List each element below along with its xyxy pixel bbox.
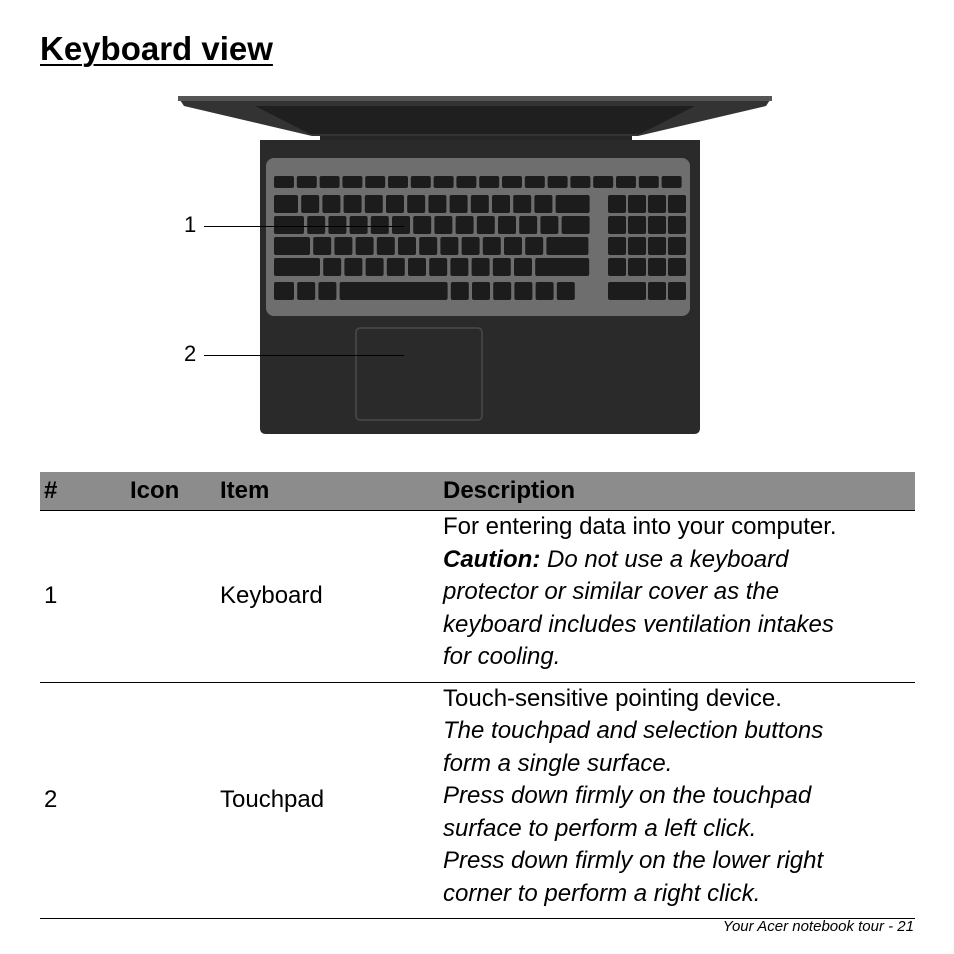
desc-line: keyboard includes ventilation intakes bbox=[443, 610, 834, 638]
keyboard-key bbox=[535, 258, 589, 276]
keyboard-key bbox=[628, 195, 646, 213]
keyboard-key bbox=[350, 216, 368, 234]
keyboard-key bbox=[340, 282, 448, 300]
keyboard-key bbox=[628, 237, 646, 255]
keyboard-key bbox=[593, 176, 613, 188]
keyboard-key bbox=[386, 195, 404, 213]
page-title: Keyboard view bbox=[40, 30, 273, 67]
keyboard-key bbox=[479, 176, 499, 188]
keyboard-key bbox=[307, 216, 325, 234]
keyboard-key bbox=[513, 195, 531, 213]
keyboard-key bbox=[344, 195, 362, 213]
keyboard-key bbox=[668, 258, 686, 276]
keyboard-key bbox=[472, 282, 490, 300]
keyboard-key bbox=[411, 176, 431, 188]
keyboard-key bbox=[365, 195, 383, 213]
keyboard-key bbox=[648, 216, 666, 234]
keyboard-key bbox=[662, 176, 682, 188]
keyboard-key bbox=[648, 195, 666, 213]
keyboard-key bbox=[323, 258, 341, 276]
keyboard-key bbox=[398, 237, 416, 255]
keyboard-key bbox=[608, 258, 626, 276]
desc-line: Press down firmly on the lower right bbox=[443, 847, 824, 874]
desc-caution bbox=[443, 544, 911, 577]
keyboard-key bbox=[504, 237, 522, 255]
keyboard-key bbox=[514, 258, 532, 276]
callout-line-2 bbox=[204, 355, 404, 356]
keyboard-key bbox=[366, 258, 384, 276]
keyboard-key bbox=[483, 237, 501, 255]
page-footer: Your Acer notebook tour - 21 bbox=[722, 918, 914, 935]
keyboard-key bbox=[451, 282, 469, 300]
keyboard-key bbox=[668, 282, 686, 300]
keyboard-key bbox=[365, 176, 385, 188]
keyboard-key bbox=[320, 176, 340, 188]
keyboard-key bbox=[548, 176, 568, 188]
keyboard-key bbox=[668, 237, 686, 255]
keyboard-key bbox=[557, 282, 575, 300]
keyboard-key bbox=[648, 282, 666, 300]
keyboard-key bbox=[377, 237, 395, 255]
callout-2: 2 bbox=[184, 341, 197, 366]
caution-label: Caution: bbox=[443, 545, 541, 573]
desc-line: Press down firmly on the touchpad bbox=[443, 782, 812, 809]
keyboard-key bbox=[493, 258, 511, 276]
keyboard-key bbox=[328, 216, 346, 234]
header-item: Item bbox=[216, 472, 439, 511]
keyboard-key bbox=[419, 237, 437, 255]
keyboard-key bbox=[440, 237, 458, 255]
header-icon: Icon bbox=[126, 472, 216, 511]
keyboard-key bbox=[628, 216, 646, 234]
keyboard-key bbox=[668, 216, 686, 234]
keyboard-key bbox=[648, 237, 666, 255]
keyboard-key bbox=[428, 195, 446, 213]
desc-line: The touchpad and selection buttons bbox=[443, 717, 824, 744]
spec-table bbox=[40, 472, 915, 919]
keyboard-key bbox=[492, 195, 510, 213]
keyboard-key bbox=[536, 282, 554, 300]
keyboard-key bbox=[334, 237, 352, 255]
keyboard-key bbox=[429, 258, 447, 276]
keyboard-key bbox=[648, 258, 666, 276]
keyboard-key bbox=[462, 237, 480, 255]
desc-line: form a single surface. bbox=[443, 749, 673, 777]
keyboard-key bbox=[534, 195, 552, 213]
desc-line: for cooling. bbox=[443, 643, 561, 670]
row-description bbox=[439, 682, 915, 919]
keyboard-key bbox=[456, 176, 476, 188]
keyboard-key bbox=[608, 195, 626, 213]
keyboard-key bbox=[628, 258, 646, 276]
keyboard-key bbox=[413, 216, 431, 234]
laptop-illustration bbox=[170, 92, 780, 440]
header-num: # bbox=[40, 472, 126, 511]
desc-plain: For entering data into your computer. bbox=[443, 513, 837, 540]
keyboard-key bbox=[525, 176, 545, 188]
table-row bbox=[40, 682, 915, 919]
keyboard-key bbox=[556, 195, 590, 213]
keyboard-key bbox=[456, 216, 474, 234]
callout-1: 1 bbox=[184, 212, 197, 237]
keyboard-key bbox=[477, 216, 495, 234]
keyboard-key bbox=[344, 258, 362, 276]
keyboard-key bbox=[342, 176, 362, 188]
table-row bbox=[40, 511, 915, 683]
header-description: Description bbox=[439, 472, 915, 511]
keyboard-key bbox=[434, 176, 454, 188]
desc-plain: Touch-sensitive pointing device. bbox=[443, 684, 782, 712]
keyboard-key bbox=[450, 195, 468, 213]
keyboard-key bbox=[546, 237, 588, 255]
row-description bbox=[439, 511, 915, 683]
keyboard-key bbox=[274, 258, 320, 276]
row-num: 2 bbox=[40, 682, 126, 919]
keyboard-key bbox=[502, 176, 522, 188]
keyboard-key bbox=[274, 195, 298, 213]
keyboard-key bbox=[493, 282, 511, 300]
keyboard-key bbox=[274, 216, 304, 234]
row-icon bbox=[126, 511, 216, 683]
keyboard-key bbox=[371, 216, 389, 234]
row-num: 1 bbox=[40, 511, 126, 683]
row-item: Touchpad bbox=[216, 682, 439, 919]
keyboard-key bbox=[498, 216, 516, 234]
keyboard-key bbox=[450, 258, 468, 276]
table-header-row bbox=[40, 472, 915, 511]
keyboard-key bbox=[616, 176, 636, 188]
keyboard-key bbox=[301, 195, 319, 213]
keyboard-key bbox=[608, 216, 626, 234]
keyboard-key bbox=[608, 237, 626, 255]
caution-text: Do not use a keyboard bbox=[546, 545, 789, 573]
row-item: Keyboard bbox=[216, 511, 439, 683]
keyboard-key bbox=[434, 216, 452, 234]
callout-line-1 bbox=[204, 226, 404, 227]
keyboard-key bbox=[668, 195, 686, 213]
desc-line: corner to perform a right click. bbox=[443, 879, 761, 907]
desc-line: protector or similar cover as the bbox=[443, 578, 780, 605]
keyboard-key bbox=[318, 282, 336, 300]
keyboard-key bbox=[562, 216, 590, 234]
keyboard-key bbox=[639, 176, 659, 188]
keyboard-key bbox=[519, 216, 537, 234]
keyboard-key bbox=[274, 282, 294, 300]
keyboard-key bbox=[356, 237, 374, 255]
keyboard-key bbox=[570, 176, 590, 188]
desc-line: surface to perform a left click. bbox=[443, 814, 757, 842]
keyboard-key bbox=[392, 216, 410, 234]
keyboard-key bbox=[387, 258, 405, 276]
keyboard-key bbox=[322, 195, 340, 213]
keyboard-key bbox=[540, 216, 558, 234]
laptop-figure bbox=[170, 92, 780, 440]
keyboard-key bbox=[514, 282, 532, 300]
keyboard-key bbox=[608, 282, 646, 300]
keyboard-key bbox=[388, 176, 408, 188]
keyboard-key bbox=[274, 176, 294, 188]
keyboard-key bbox=[297, 282, 315, 300]
keyboard-key bbox=[472, 258, 490, 276]
keyboard-key bbox=[274, 237, 310, 255]
keyboard-key bbox=[407, 195, 425, 213]
keyboard-key bbox=[313, 237, 331, 255]
keyboard-key bbox=[297, 176, 317, 188]
row-icon bbox=[126, 682, 216, 919]
keyboard-key bbox=[525, 237, 543, 255]
keyboard-key bbox=[408, 258, 426, 276]
keyboard-key bbox=[471, 195, 489, 213]
